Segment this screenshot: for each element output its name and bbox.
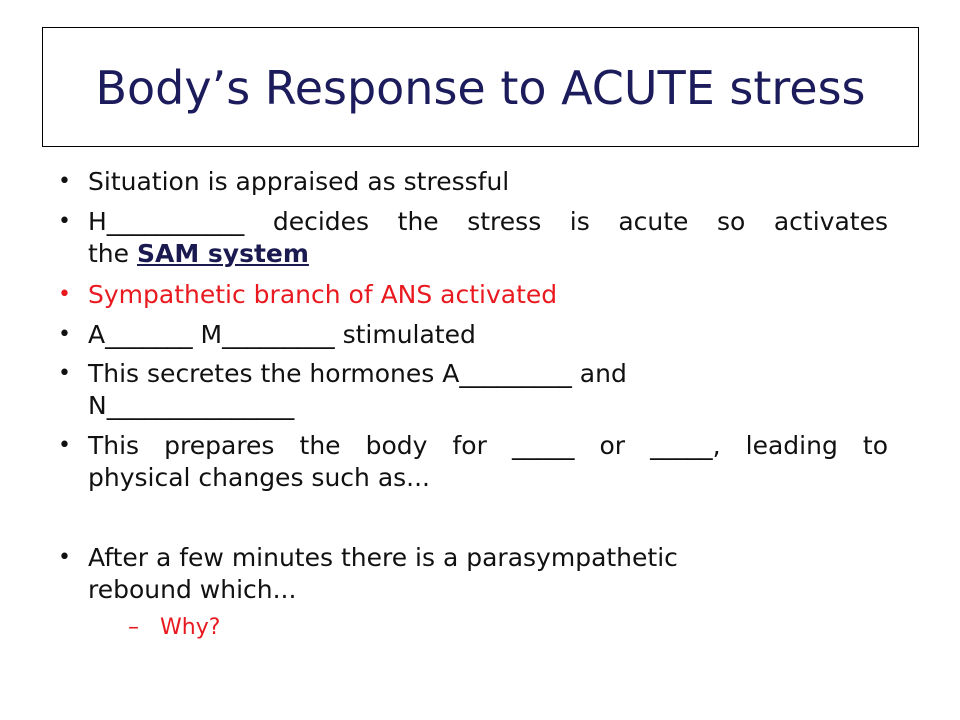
title-box xyxy=(42,27,919,147)
sub-bullet-text: Why? xyxy=(160,615,221,640)
bullet-text: This secretes the hormones A_________ and xyxy=(88,359,627,388)
bullet-icon: • xyxy=(58,545,71,570)
bullet-item xyxy=(58,166,888,198)
bullet-text: Sympathetic branch of ANS activated xyxy=(88,280,558,309)
bullet-icon: • xyxy=(58,209,71,234)
bullet-text-continued: physical changes such as... xyxy=(88,463,431,492)
bullet-text: H___________ decides the stress is acute so activates xyxy=(88,207,888,236)
sub-bullet-item xyxy=(128,614,220,642)
bullet-text-continued: rebound which... xyxy=(88,575,297,604)
bullet-item-highlighted xyxy=(58,279,888,311)
bullet-item xyxy=(58,319,888,351)
sam-system-emphasis: SAM system xyxy=(136,239,309,268)
bullet-text: This prepares the body for _____ or _____, leading to xyxy=(88,431,888,460)
bullet-text-continued xyxy=(88,238,888,270)
bullet-text: Situation is appraised as stressful xyxy=(88,167,510,196)
dash-icon: – xyxy=(128,615,139,640)
bullet-item xyxy=(58,430,888,494)
bullet-text-continued: N_______________ xyxy=(88,391,295,420)
slide-title: Body’s Response to ACUTE stress xyxy=(95,61,866,115)
bullet-item xyxy=(58,206,888,270)
bullet-text: A_______ M_________ stimulated xyxy=(88,320,476,349)
bullet-icon: • xyxy=(58,322,71,347)
bullet-icon: • xyxy=(58,169,71,194)
bullet-icon: • xyxy=(58,282,71,307)
bullet-text: After a few minutes there is a parasympathetic xyxy=(88,543,678,572)
bullet-icon: • xyxy=(58,361,71,386)
bullet-item xyxy=(58,358,888,422)
bullet-text-prefix: the xyxy=(88,239,137,268)
bullet-item xyxy=(58,542,888,606)
bullet-icon: • xyxy=(58,433,71,458)
